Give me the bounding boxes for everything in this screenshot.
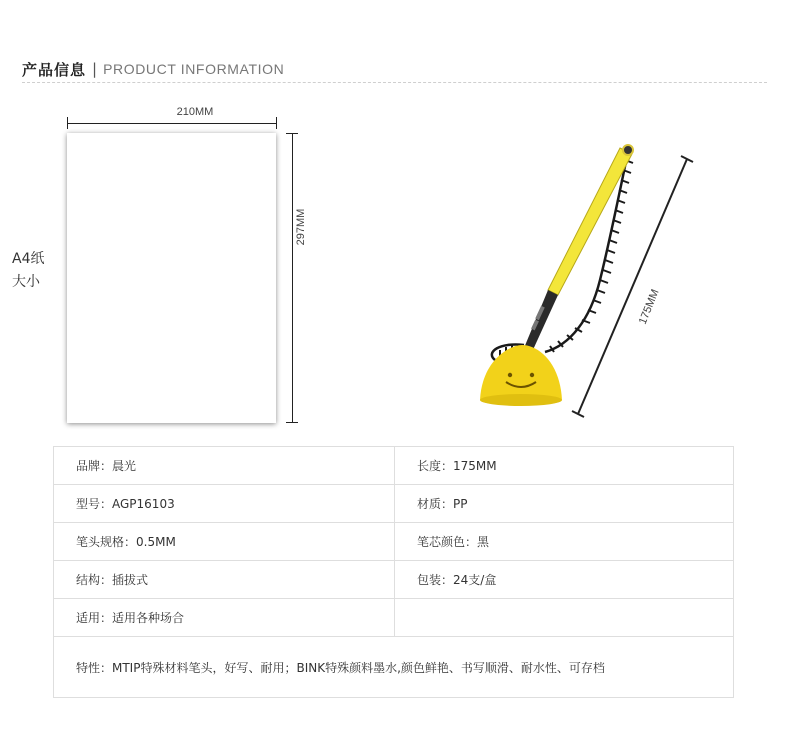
- spec-brand: 品牌：晨光: [54, 447, 395, 485]
- title-separator: |: [92, 60, 98, 78]
- a4-height-label: 297MM: [295, 208, 307, 246]
- table-row: [54, 523, 734, 561]
- spec-tip: 笔头规格：0.5MM: [54, 523, 395, 561]
- pen-length-dimension: [572, 156, 693, 417]
- spec-table: [53, 446, 734, 698]
- header-divider: [22, 82, 767, 83]
- table-row: [54, 599, 734, 637]
- width-dimension-cap-left: [67, 117, 68, 129]
- a4-size-label: [12, 248, 44, 294]
- a4-paper: [67, 133, 276, 423]
- height-dimension-cap-bottom: [286, 422, 298, 423]
- spec-package: 包装：24支/盒: [395, 561, 734, 599]
- spec-ink-color: 笔芯颜色：黑: [395, 523, 734, 561]
- spec-empty-cell: [395, 599, 734, 637]
- desk-pen-image: [460, 130, 710, 430]
- table-row: [54, 485, 734, 523]
- pen-body: [524, 145, 633, 352]
- a4-label-line2: 大小: [12, 274, 40, 290]
- table-row: [54, 561, 734, 599]
- width-dimension-cap-right: [276, 117, 277, 129]
- pen-length-label: 175MM: [636, 287, 662, 327]
- table-row: [54, 447, 734, 485]
- a4-width-label: 210MM: [176, 106, 214, 118]
- spec-length: 长度：175MM: [395, 447, 734, 485]
- a4-label-line1: A4纸: [12, 251, 45, 267]
- height-dimension-cap-top: [286, 133, 298, 134]
- section-title-cn: 产品信息: [22, 60, 87, 79]
- spec-material: 材质：PP: [395, 485, 734, 523]
- section-header: [22, 58, 284, 80]
- spec-features: 特性：MTIP特殊材料笔头，好写、耐用；BINK特殊颜料墨水,颜色鲜艳、书写顺滑、耐水性、可存档: [54, 637, 734, 698]
- spec-model: 型号：AGP16103: [54, 485, 395, 523]
- height-dimension-line: [292, 134, 293, 422]
- table-row: [54, 637, 734, 698]
- width-dimension-line: [68, 123, 277, 124]
- spec-structure: 结构：插拔式: [54, 561, 395, 599]
- section-title-en: PRODUCT INFORMATION: [103, 61, 285, 77]
- spec-usage: 适用：适用各种场合: [54, 599, 395, 637]
